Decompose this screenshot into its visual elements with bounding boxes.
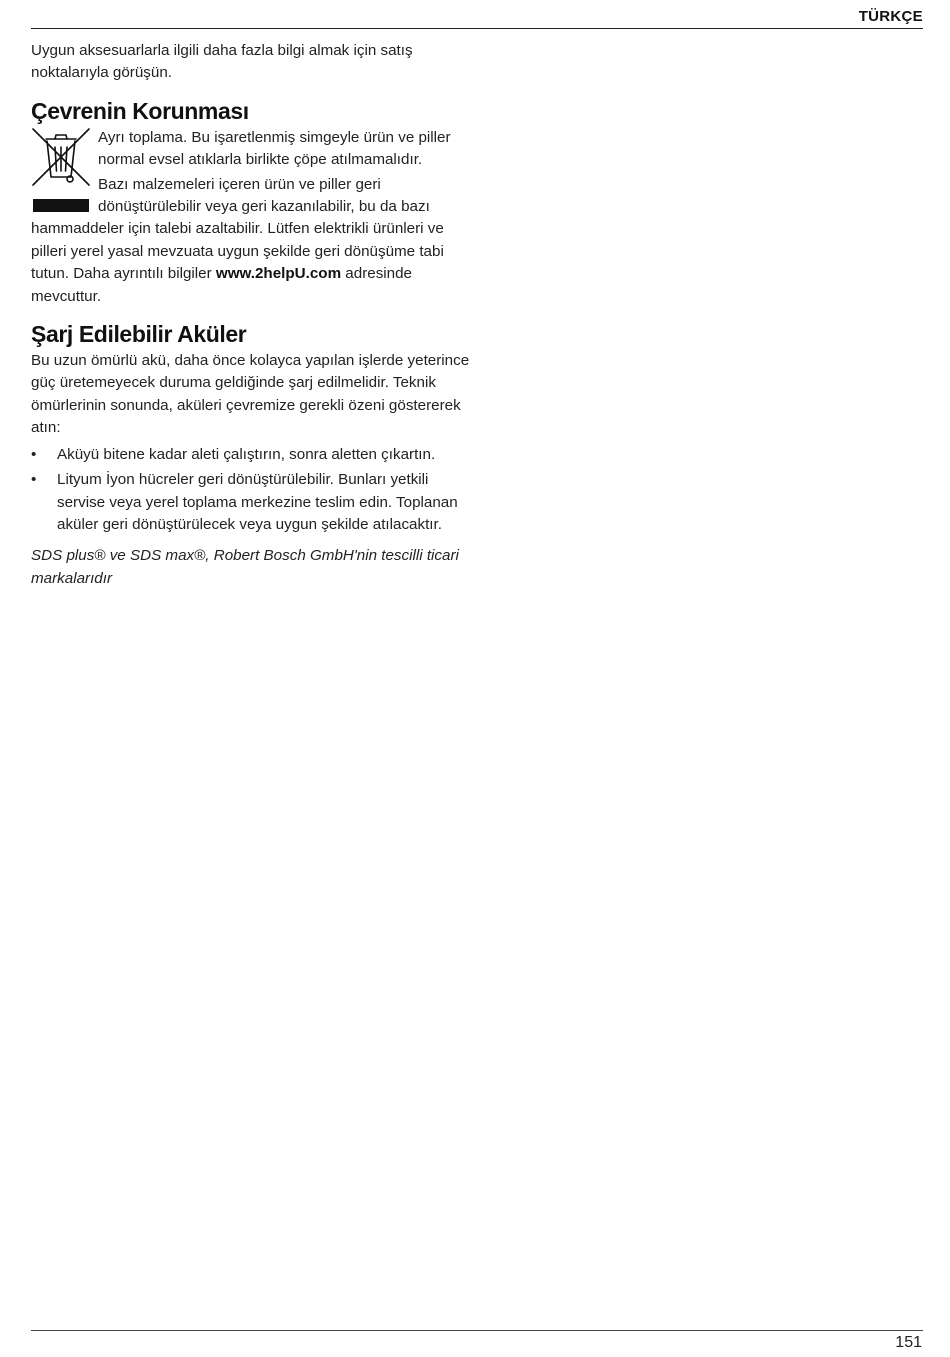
environment-section [31, 127, 471, 308]
website-link[interactable]: www.2helpU.com [215, 265, 342, 283]
batteries-heading: Şarj Edilebilir Aküler [31, 321, 247, 348]
list-item [31, 469, 471, 536]
intro-paragraph: Uygun aksesuarlarla ilgili daha fazla bilgi almak için satış noktalarıyla görüşün. [31, 42, 413, 82]
trademark-note: SDS plus® ve SDS max®, Robert Bosch GmbH'nin tescilli ticari markalarıdır [31, 547, 459, 587]
recycling-text: Bazı malzemeleri içeren ürün ve piller geri dönüştürülebilir veya geri kazanılabilir, bu da bazı hammaddeler için talebi azaltabilir. Lütfen elektrikli ürünleri ve pilleri yerel yasal mevzuata uygun şekilde geri dönüşüme tabi tutun. Daha ayrıntılı bilgiler [31, 175, 444, 283]
recycling-text-end: adresinde mevcuttur. [31, 265, 413, 305]
bullet-icon: • [31, 471, 37, 489]
crossed-out-wheelie-bin-icon [31, 127, 91, 213]
language-label: TÜRKÇE [858, 8, 923, 25]
separate-collection-paragraph: Ayrı toplama. Bu işaretlenmiş simgeyle ürün ve piller normal evsel atıklarla birlikte çöpe atılmamalıdır. [98, 128, 451, 169]
main-column [31, 40, 471, 590]
list-item [31, 444, 471, 466]
bullet-icon: • [31, 445, 37, 463]
batteries-paragraph: Bu uzun ömürlü akü, daha önce kolayca yapılan işlerde yeterince güç üretemeyecek duruma geldiğinde şarj edilmelidir. Teknik ömürlerinin sonunda, aküleri çevremize gerekli özeni göstererek atın: [31, 352, 470, 437]
list-item-text: Aküyü bitene kadar aleti çalıştırın, sonra aletten çıkartın. [57, 445, 436, 463]
footer-divider [31, 1330, 923, 1331]
batteries-list [31, 444, 471, 537]
page-number: 151 [895, 1334, 922, 1351]
list-item-text: Lityum İyon hücreler geri dönüştürülebilir. Bunları yetkili servise veya yerel toplama merkezine teslim edin. Toplanan aküler geri dönüştürülecek veya uygun şekilde atılacaktır. [57, 471, 458, 533]
recycling-paragraph [31, 174, 471, 308]
header-divider [31, 28, 923, 29]
environment-text [31, 127, 471, 308]
environment-heading: Çevrenin Korunması [31, 97, 249, 124]
